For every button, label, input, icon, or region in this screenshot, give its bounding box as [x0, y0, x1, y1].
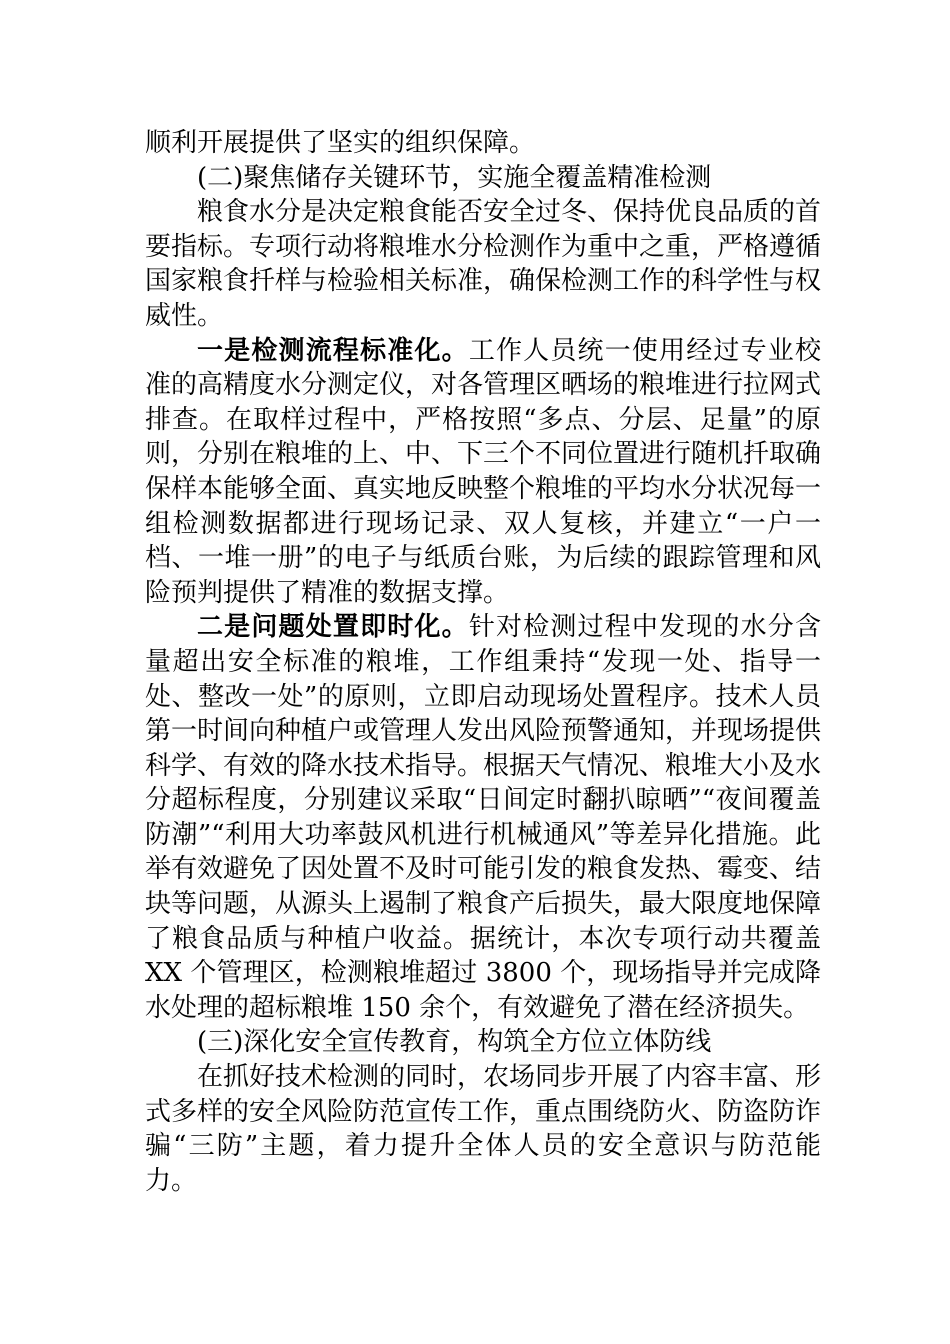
section-heading-text: (三)深化安全宣传教育，构筑全方位立体防线	[197, 1027, 712, 1058]
section-heading-2	[145, 161, 821, 196]
paragraph-text: 顺利开展提供了坚实的组织保障。	[145, 128, 536, 158]
paragraph-publicity	[145, 1060, 821, 1198]
paragraph-text: 在抓好技术检测的同时，农场同步开展了内容丰富、形式多样的安全风险防范宣传工作，重点围绕防火、防盗防诈骗“三防”主题，着力提升全体人员的安全意识与防范能力。	[145, 1062, 822, 1196]
paragraph-standardization	[145, 334, 821, 611]
paragraph-timely-handling	[145, 610, 821, 1025]
paragraph-text: 粮食水分是决定粮食能否安全过冬、保持优良品质的首要指标。专项行动将粮堆水分检测作为重中之重，严格遵循国家粮食扦样与检验相关标准，确保检测工作的科学性与权威性。	[145, 197, 822, 331]
section-heading-3	[145, 1025, 821, 1060]
paragraph-bold-lead: 二是问题处置即时化。	[197, 612, 469, 643]
document-body	[145, 126, 821, 1198]
paragraph-bold-lead: 一是检测流程标准化。	[197, 335, 469, 366]
section-heading-text: (二)聚焦储存关键环节，实施全覆盖精准检测	[197, 162, 712, 193]
paragraph-continuation	[145, 126, 821, 161]
paragraph-text: 工作人员统一使用经过专业校准的高精度水分测定仪，对各管理区晒场的粮堆进行拉网式排查。在取样过程中，严格按照“多点、分层、足量”的原则，分别在粮堆的上、中、下三个不同位置进行随机扦取确保样本能够全面、真实地反映整个粮堆的平均水分状况每一组检测数据都进行现场记录、双人复核，并建立“一户一档、一堆一册”的电子与纸质台账，为后续的跟踪管理和风险预判提供了精准的数据支撑。	[145, 335, 822, 608]
paragraph-text: 针对检测过程中发现的水分含量超出安全标准的粮堆，工作组秉持“发现一处、指导一处、整改一处”的原则，立即启动现场处置程序。技术人员第一时间向种植户或管理人发出风险预警通知，并现场提供科学、有效的降水技术指导。根据天气情况、粮堆大小及水分超标程度，分别建议采取“日间定时翻扒晾晒”“夜间覆盖防潮”“利用大功率鼓风机进行机械通风”等差异化措施。此举有效避免了因处置不及时可能引发的粮食发热、霉变、结块等问题，从源头上遏制了粮食产后损失，最大限度地保障了粮食品质与种植户收益。据统计，本次专项行动共覆盖 XX 个管理区，检测粮堆超过 3800 个，现场指导并完成降水处理的超标粮堆 150 余个，有效避免了潜在经济损失。	[145, 612, 822, 1023]
paragraph-moisture-intro	[145, 195, 821, 333]
